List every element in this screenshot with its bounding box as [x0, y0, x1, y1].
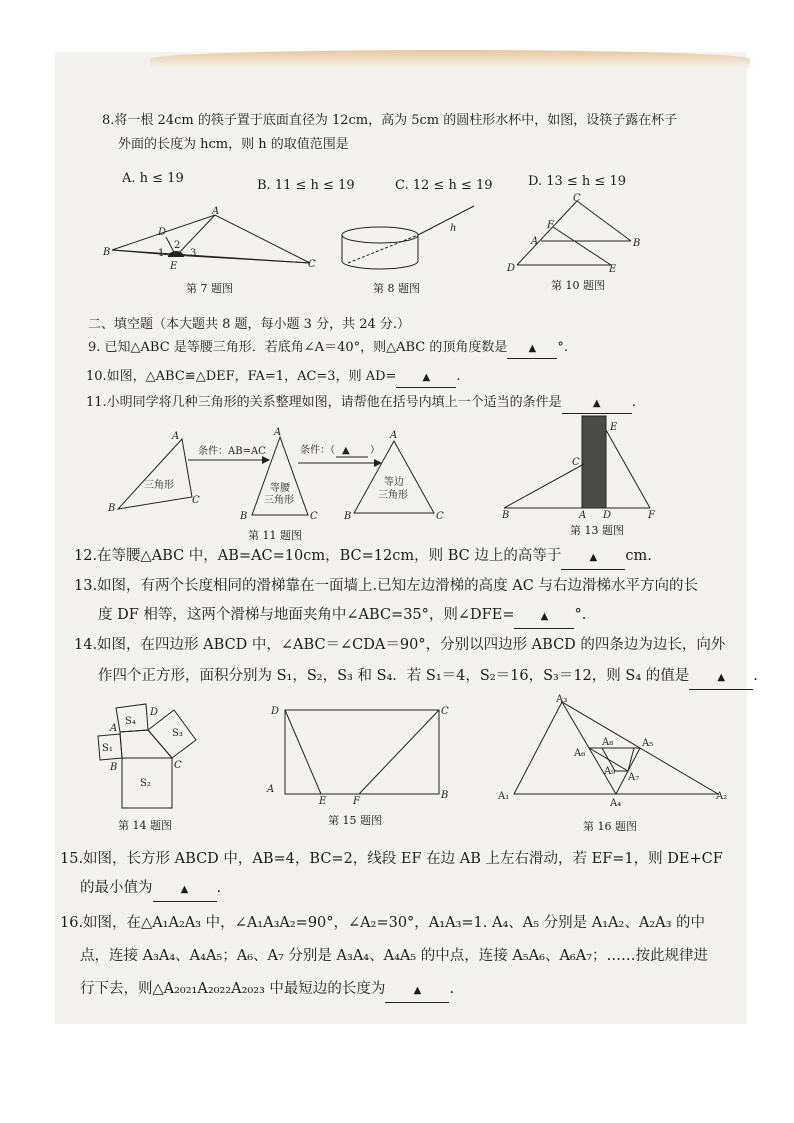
q8-option-d: D. 13 ≤ h ≤ 19 [528, 174, 626, 189]
q10 [86, 368, 461, 388]
fig16-label-a4: A₄ [610, 798, 622, 809]
fig8-caption: 第 8 题图 [373, 282, 420, 295]
q9-text: 9. 已知△ABC 是等腰三角形．若底角∠A＝40°，则△ABC 的顶角度数是 [88, 340, 508, 355]
fig11-label-c1: C [192, 495, 200, 506]
fig7-label-3: 3 [190, 248, 197, 259]
fig16-label-a1: A₁ [498, 791, 510, 802]
answer-mark: ▲ [422, 372, 431, 383]
fig15-label-e: E [319, 796, 327, 807]
q16-line2: 点，连接 A₃A₄、A₄A₅；A₆、A₇ 分别是 A₃A₄、A₄A₅ 的中点，连接 A₅A₆、A₆A₇；……按此规律进 [80, 948, 709, 964]
q11-text: 11.小明同学将几种三角形的关系整理如图，请帮他在括号内填上一个适当的条件是 [86, 395, 562, 410]
fig15-label-b: B [441, 790, 449, 801]
fig7-label-a: A [212, 206, 220, 217]
answer-mark: ▲ [540, 611, 549, 622]
fig16-caption: 第 16 题图 [583, 820, 637, 833]
q15-text: 的最小值为 [80, 880, 153, 896]
fig7-label-e: E [170, 261, 178, 272]
fig8-label-h: h [450, 223, 457, 234]
fig7-label-c: C [308, 259, 316, 270]
q16-answer-blank[interactable] [385, 978, 449, 1003]
q16-line1: 16.如图，在△A₁A₂A₃ 中，∠A₁A₃A₂=90°，∠A₂=30°，A₁A₃=1. A₄、A₅ 分别是 A₁A₂、A₂A₃ 的中 [60, 915, 706, 931]
fig13-label-c: C [572, 457, 580, 468]
fig14-label-s1: S₁ [102, 743, 113, 754]
fig11-t3a: 等边 [384, 477, 404, 488]
q11-after: . [631, 395, 636, 410]
q12 [74, 545, 652, 570]
fig11-label-a2: A [274, 427, 282, 438]
fig11-label-c2: C [310, 511, 318, 522]
q15-answer-blank[interactable] [153, 877, 217, 902]
answer-mark: ▲ [717, 672, 726, 683]
fig16-label-a8: A₈ [602, 737, 614, 748]
fig15-label-c: C [441, 706, 449, 717]
answer-mark: ▲ [413, 985, 422, 996]
answer-mark: ▲ [180, 884, 189, 895]
q16-line3 [80, 978, 454, 1003]
q16-text: 行下去，则△A₂₀₂₁A₂₀₂₂A₂₀₂₃ 中最短边的长度为 [80, 981, 386, 997]
fig10-label-b: B [633, 238, 641, 249]
fig11-cond2-mark: ▲ [342, 445, 350, 456]
figure-16 [494, 694, 734, 809]
q12-text: 12.在等腰△ABC 中，AB=AC=10cm，BC=12cm，则 BC 边上的高等于 [74, 548, 562, 564]
q11-answer-blank[interactable] [562, 394, 632, 414]
fig15-label-a: A [267, 784, 275, 795]
q8-option-c: C. 12 ≤ h ≤ 19 [395, 178, 493, 193]
fig10-label-f: F [547, 220, 554, 231]
q13-line1: 13.如图，有两个长度相同的滑梯靠在一面墙上.已知左边滑梯的高度 AC 与右边滑梯水平方向的长 [74, 578, 698, 594]
fig15-label-f: F [353, 796, 360, 807]
figure-7 [100, 205, 330, 275]
figure-10 [505, 195, 645, 275]
fig14-label-s2: S₂ [140, 778, 151, 789]
q8-line1: 8.将一根 24cm 的筷子置于底面直径为 12cm，高为 5cm 的圆柱形水杯中，如图，设筷子露在杯子 [102, 113, 678, 128]
q13-line2 [98, 604, 586, 629]
fig11-cond1: 条件：AB=AC [198, 446, 266, 457]
q8-line2: 外面的长度为 hcm，则 h 的取值范围是 [118, 137, 349, 152]
figure-8 [340, 198, 480, 270]
fig7-caption: 第 7 题图 [186, 282, 233, 295]
q10-answer-blank[interactable] [396, 368, 456, 388]
fig7-label-b: B [103, 247, 111, 258]
fig11-label-b3: B [344, 511, 352, 522]
fig11-t3b: 三角形 [378, 490, 408, 501]
fig14-label-a: A [110, 723, 118, 734]
figure-15 [265, 700, 455, 808]
fig16-label-a3: A₃ [556, 694, 568, 705]
fig13-label-e: E [610, 422, 618, 433]
answer-mark: ▲ [528, 343, 537, 354]
fig11-cond2-pre: 条件：（ [300, 445, 335, 456]
fig11-label-c3: C [436, 511, 444, 522]
fig15-caption: 第 15 题图 [328, 814, 382, 827]
q13-answer-blank[interactable] [514, 604, 574, 629]
fig14-label-s3: S₃ [172, 728, 183, 739]
q10-after: . [456, 369, 461, 384]
fig10-label-c: C [573, 193, 581, 204]
fig14-label-b: B [110, 762, 118, 773]
fig13-label-f: F [648, 510, 655, 521]
fig10-label-a: A [531, 236, 539, 247]
q12-answer-blank[interactable] [561, 545, 625, 570]
q14-line2 [98, 665, 758, 690]
q9-answer-blank[interactable] [507, 339, 557, 359]
fig16-label-a2: A₂ [716, 791, 728, 802]
q16-after: . [449, 981, 455, 997]
fig11-t2b: 三角形 [264, 495, 294, 506]
figure-14 [90, 698, 210, 813]
q8-option-a: A. h ≤ 19 [122, 171, 184, 186]
q9 [88, 339, 568, 359]
fig10-label-d: D [507, 263, 516, 274]
fig10-caption: 第 10 题图 [551, 279, 605, 292]
q14-line1: 14.如图，在四边形 ABCD 中，∠ABC＝∠CDA＝90°，分别以四边形 ABCD 的四条边为边长，向外 [74, 637, 726, 653]
fig14-caption: 第 14 题图 [118, 819, 172, 832]
q15-line2 [80, 877, 221, 902]
q14-text: 作四个正方形，面积分别为 S₁，S₂，S₃ 和 S₄．若 S₁＝4，S₂＝16，S₃＝12，则 S₄ 的值是 [98, 668, 690, 684]
q8-option-b: B. 11 ≤ h ≤ 19 [257, 178, 355, 193]
fig16-label-a6: A₆ [574, 748, 586, 759]
q14-answer-blank[interactable] [689, 665, 753, 690]
fig11-label-b2: B [240, 511, 248, 522]
q13-after: °. [574, 607, 587, 623]
fig11-t1: 三角形 [144, 480, 174, 491]
fig16-label-a9: A₉ [604, 766, 616, 777]
figure-13 [500, 412, 675, 522]
fig16-label-a7: A₇ [628, 772, 640, 783]
answer-mark: ▲ [589, 552, 598, 563]
fig11-caption: 第 11 题图 [248, 529, 302, 542]
fig13-label-b: B [502, 510, 510, 521]
fig11-label-a3: A [390, 430, 398, 441]
fig13-label-a: A [579, 510, 587, 521]
section-2-heading: 二、填空题（本大题共 8 题，每小题 3 分，共 24 分.） [88, 317, 411, 332]
q10-text: 10.如图，△ABC≌△DEF，FA=1，AC=3，则 AD= [86, 369, 397, 384]
q15-after: . [216, 880, 222, 896]
fig7-label-2: 2 [174, 240, 181, 251]
figure-11 [100, 425, 460, 520]
q14-after: . [753, 668, 758, 684]
fig13-label-d: D [603, 510, 612, 521]
answer-mark: ▲ [592, 398, 601, 409]
fig14-label-c: C [174, 760, 182, 771]
fig15-label-d: D [271, 706, 280, 717]
fig11-t2a: 等腰 [270, 483, 290, 494]
fig7-label-d: D [158, 227, 167, 238]
fig11-label-a1: A [172, 431, 180, 442]
fig14-label-s4: S₄ [125, 716, 136, 727]
q15-line1: 15.如图，长方形 ABCD 中，AB=4，BC=2，线段 EF 在边 AB 上左右滑动，若 EF=1，则 DE+CF [60, 851, 723, 867]
fig10-label-e: E [609, 264, 617, 275]
fig16-label-a5: A₅ [642, 738, 654, 749]
paper-curl [150, 50, 750, 68]
fig7-label-1: 1 [158, 248, 165, 259]
q12-after: cm. [625, 548, 652, 564]
q11 [86, 394, 636, 414]
fig14-label-d: D [150, 707, 159, 718]
q13-text: 度 DF 相等，这两个滑梯与地面夹角中∠ABC=35°，则∠DFE= [98, 607, 515, 623]
fig13-caption: 第 13 题图 [570, 524, 624, 537]
fig11-cond2-post: ） [370, 445, 380, 456]
q9-after: °. [557, 340, 569, 355]
fig11-label-b1: B [108, 503, 116, 514]
